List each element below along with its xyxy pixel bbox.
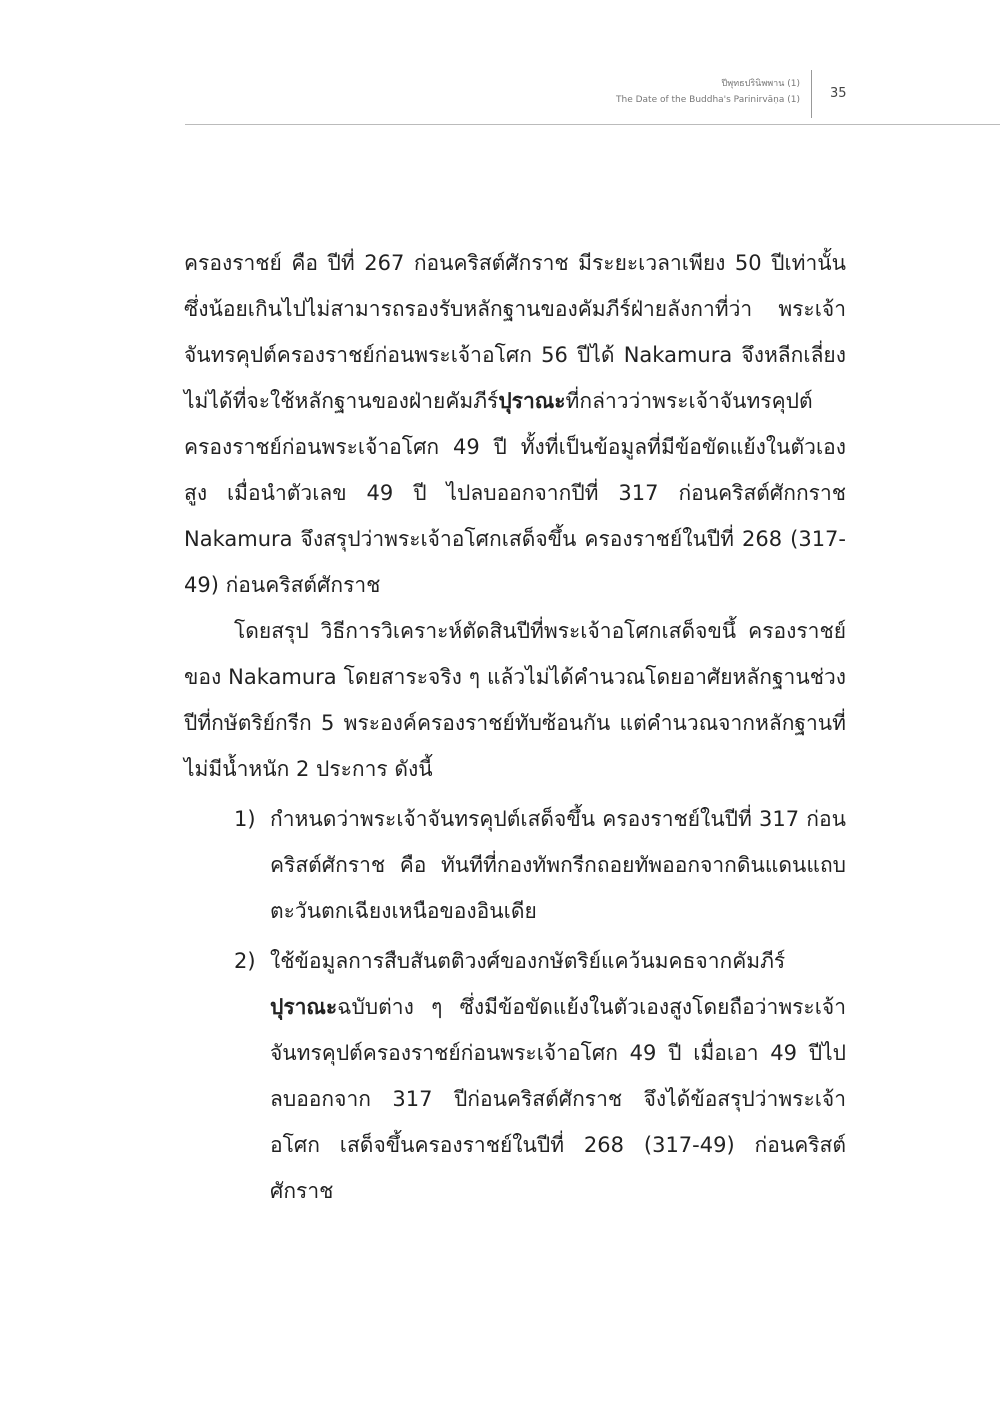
list-item-2-text [270,938,846,1214]
paragraph-1 [184,240,846,608]
list-item-1 [234,796,846,934]
paragraph-1-bold-term: ปุราณะ [498,389,566,413]
header-divider [811,70,812,118]
paragraph-2: โดยสรุป วิธีการวิเคราะห์ตัดสินปีที่พระเจ้าอโศกเสด็จขนึ้ ครองราชย์ของ Nakamura โดยสาระจริง ๆ แล้วไม่ได้คำนวณโดยอาศัยหลักฐานช่วงปีที่กษัตริย์กรีก 5 พระองค์ครองราชย์ทับซ้อนกัน แต่คำนวณจากหลักฐานที่ไม่มีน้ำหนัก 2 ประการ ดังนี้ [184,619,846,781]
body-text [184,240,846,1214]
header-title-english: The Date of the Buddha's Parinirvāṇa (1) [616,95,800,105]
running-header [616,76,800,108]
list-item-2-text-end: ฉบับต่าง ๆ ซึ่งมีข้อขัดแย้งในตัวเองสูงโดยถือว่าพระเจ้าจันทรคุปต์ครองราชย์ก่อนพระเจ้าอโศก 49 ปี เมื่อเอา 49 ปีไปลบออกจาก 317 ปีก่อนคริสต์ศักราช จึงได้ข้อสรุปว่าพระเจ้าอโศก เสด็จขึ้นครองราชย์ในปีที่ 268 (317-49) ก่อนคริสต์ศักราช [270,995,846,1203]
list-item-2-number: 2) [234,949,256,973]
list-item-1-text: กำหนดว่าพระเจ้าจันทรคุปต์เสด็จขึ้น ครองราชย์ในปีที่ 317 ก่อนคริสต์ศักราช คือ ทันทีที่กองทัพกรีกถอยทัพออกจากดินแดนแถบตะวันตกเฉียงเหนือของอินเดีย [270,807,846,923]
paragraph-1-part-1: ครองราชย์ คือ ปีที่ 267 ก่อนคริสต์ศักราช มีระยะเวลาเพียง 50 ปีเท่านั้น ซึ่งน้อยเกินไปไม่สามารถรองรับหลักฐานของคัมภีร์ฝ่ายลังกาที่ว่า พระเจ้าจันทรคุปต์ครองราชย์ก่อนพระเจ้าอโศก 56 ปีได้ Nakamura จึงหลีกเลี่ยงไม่ได้ที่จะใช้หลักฐานของฝ่ายคัมภีร์ [184,251,846,413]
paragraph-1-part-2: ที่กล่าวว่าพระเจ้าจันทรคุปต์ครองราชย์ก่อนพระเจ้าอโศก 49 ปี ทั้งที่เป็นข้อมูลที่มีข้อขัดแย้งในตัวเองสูง เมื่อนำตัวเลข 49 ปี ไปลบออกจากปีที่ 317 ก่อนคริสต์ศักกราช Nakamura จึงสรุปว่าพระเจ้าอโศกเสด็จขึ้น ครองราชย์ในปีที่ 268 (317-49) ก่อนคริสต์ศักราช [184,389,846,597]
list-item-2-text-start: ใช้ข้อมูลการสืบสันตติวงศ์ของกษัตริย์แคว้นมคธจากคัมภีร์ [270,949,786,973]
header-rule [185,124,1000,125]
list-item-2-bold-term: ปุราณะ [270,995,338,1019]
list-item-2 [234,938,846,1214]
list-item-1-number: 1) [234,807,256,831]
header-title-thai: ปีพุทธปรินิพพาน (1) [721,79,800,89]
page-number: 35 [830,86,847,101]
